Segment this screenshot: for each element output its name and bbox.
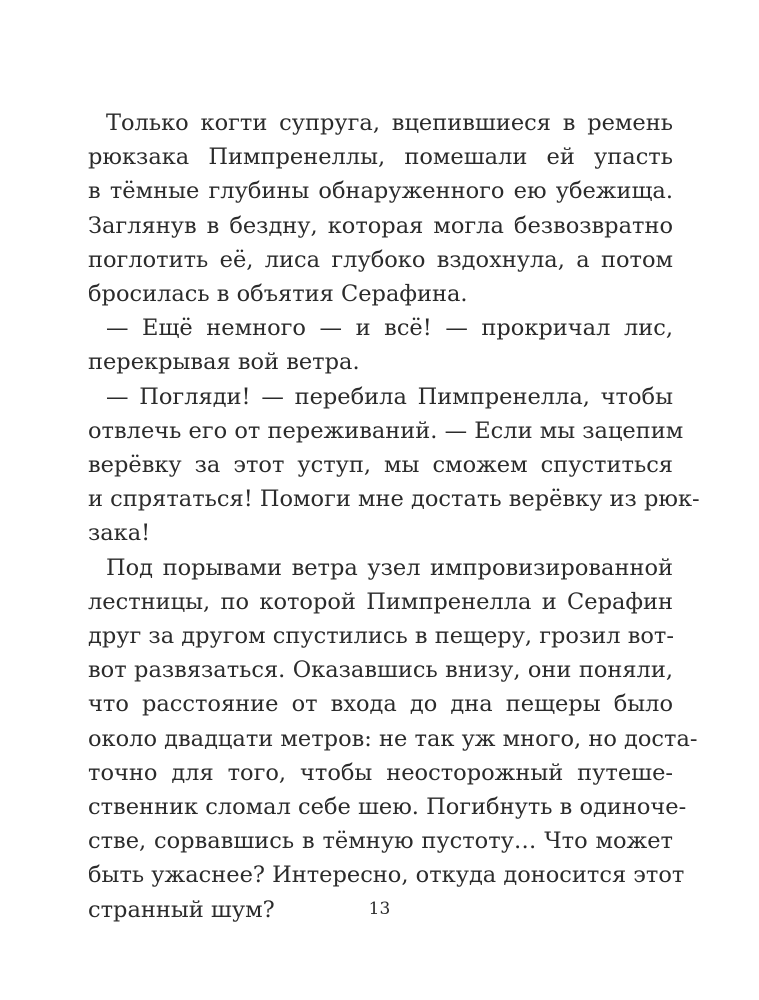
text-line: отвлечь его от переживаний. — Если мы зацепим bbox=[88, 417, 684, 444]
text-line: верёвку за этот уступ, мы сможем спуститься bbox=[88, 452, 673, 479]
text-line: поглотить её, лиса глубоко вздохнула, а потом bbox=[88, 246, 673, 273]
paragraph bbox=[88, 551, 698, 927]
text-line: Только когти супруга, вцепившиеся в ремень bbox=[106, 110, 673, 136]
text-line: друг за другом спустились в пещеру, грозил вот- bbox=[88, 623, 674, 650]
paragraph bbox=[88, 311, 673, 379]
text-line: ственник сломал себе шею. Погибнуть в одиноче- bbox=[88, 794, 687, 821]
paragraph bbox=[88, 380, 700, 551]
text-line: и спрятаться! Помоги мне достать верёвку из рюк- bbox=[88, 486, 700, 513]
text-line: странный шум? bbox=[88, 896, 275, 923]
text-line: около двадцати метров: не так уж много, но доста- bbox=[88, 725, 698, 752]
text-line: быть ужаснее? Интересно, откуда доносится этот bbox=[88, 862, 685, 889]
text-line: Заглянув в бездну, которая могла безвозвратно bbox=[88, 212, 673, 239]
page-number: 13 bbox=[368, 899, 391, 919]
text-line: точно для того, чтобы неосторожный путеше- bbox=[88, 759, 673, 786]
text-line: рюкзака Пимпренеллы, помешали ей упасть bbox=[88, 144, 673, 171]
text-line: Под порывами ветра узел импровизированной bbox=[106, 554, 673, 581]
paragraph bbox=[88, 106, 673, 311]
body-text bbox=[88, 106, 700, 927]
text-line: лестницы, по которой Пимпренелла и Серафин bbox=[88, 588, 673, 615]
text-line: в тёмные глубины обнаруженного ею убежища. bbox=[88, 178, 673, 205]
text-line: что расстояние от входа до дна пещеры было bbox=[88, 691, 673, 718]
text-line: перекрывая вой ветра. bbox=[88, 349, 360, 376]
text-line: зака! bbox=[88, 520, 151, 547]
text-line: стве, сорвавшись в тёмную пустоту… Что может bbox=[88, 828, 673, 855]
text-line: — Погляди! — перебила Пимпренелла, чтобы bbox=[106, 383, 673, 410]
text-line: вот развязаться. Оказавшись внизу, они поняли, bbox=[88, 657, 673, 684]
text-line: — Ещё немного — и всё! — прокричал лис, bbox=[106, 315, 673, 342]
text-line: бросилась в объятия Серафина. bbox=[88, 281, 468, 308]
